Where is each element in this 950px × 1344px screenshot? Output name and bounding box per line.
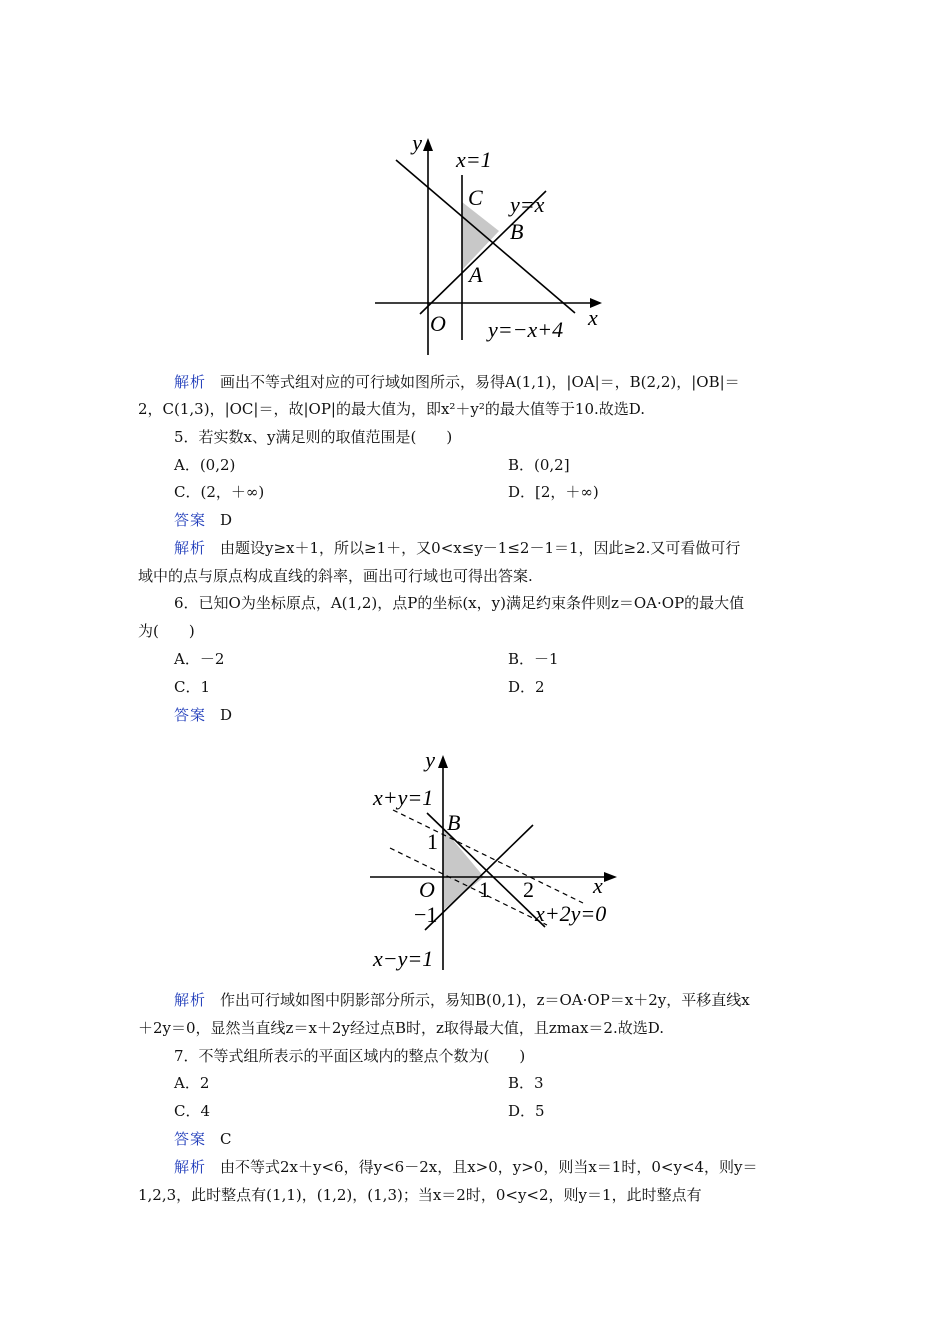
q5-analysis-line-1 xyxy=(174,538,740,558)
answer-value: D xyxy=(220,511,233,529)
q5-option-d: D．[2，＋∞) xyxy=(508,483,599,501)
q6-stem-line-1: 6．已知O为坐标原点，A(1,2)，点P的坐标(x，y)满足约束条件则z＝OA·OP的最大值 xyxy=(174,594,745,612)
q6-option-d: D．2 xyxy=(508,678,545,696)
analysis-tag: 解析 xyxy=(174,1158,207,1176)
q7-analysis-line-1 xyxy=(174,1157,758,1177)
answer-tag: 答案 xyxy=(174,1130,207,1148)
q6-answer xyxy=(174,705,232,725)
analysis-tag: 解析 xyxy=(174,373,207,391)
analysis-tag: 解析 xyxy=(174,539,207,557)
q5-option-c: C．(2，＋∞) xyxy=(174,483,265,501)
shaded-region xyxy=(462,202,499,270)
line-ynx4-label: y=−x+4 xyxy=(488,317,564,342)
figure-1-feasible-region xyxy=(360,120,620,365)
analysis-tag: 解析 xyxy=(174,991,207,1009)
q5-option-b: B．(0,2] xyxy=(508,456,570,474)
q6-option-c: C．1 xyxy=(174,678,211,696)
line-x2y0-label: x+2y=0 xyxy=(535,901,607,926)
origin-label: O xyxy=(430,311,446,336)
q4-analysis-line-1 xyxy=(174,372,740,392)
q5-stem: 5．若实数x、y满足则的取值范围是( ) xyxy=(174,428,453,446)
line-xy1-label: x+y=1 xyxy=(373,785,434,810)
tick-x-2: 2 xyxy=(523,877,534,902)
tick-y-1: 1 xyxy=(427,829,438,854)
q7-answer xyxy=(174,1129,232,1149)
analysis-text: 由不等式2x＋y<6，得y<6－2x，且x>0，y>0，则当x＝1时，0<y<4，则y＝ xyxy=(220,1158,758,1176)
q7-option-c: C．4 xyxy=(174,1102,211,1120)
line-yx-label: y=x xyxy=(510,192,545,217)
q6-analysis-line-1 xyxy=(174,990,750,1010)
q7-option-a: A．2 xyxy=(174,1074,210,1092)
x-axis-arrow xyxy=(604,872,617,882)
y-axis-arrow xyxy=(438,755,448,768)
point-a-label: A xyxy=(469,262,483,287)
analysis-text: 2，C(1,3)，|OC|＝，故|OP|的最大值为，即x²＋y²的最大值等于10.故选D. xyxy=(138,400,646,418)
point-b-label: B xyxy=(447,810,461,835)
shaded-region xyxy=(443,828,484,910)
y-axis-arrow xyxy=(423,138,433,151)
origin-label: O xyxy=(419,877,435,902)
q6-stem-line-2: 为( ) xyxy=(138,622,195,640)
answer-value: D xyxy=(220,706,233,724)
q6-option-b: B．－1 xyxy=(508,650,559,668)
q6-analysis-line-2: ＋2y＝0，显然当直线z＝x＋2y经过点B时，z取得最大值，且zmax＝2.故选D. xyxy=(138,1019,664,1037)
line-x1-label: x=1 xyxy=(456,147,492,172)
answer-tag: 答案 xyxy=(174,511,207,529)
x-axis-label: x xyxy=(588,305,598,330)
q7-option-d: D．5 xyxy=(508,1102,545,1120)
analysis-text: 画出不等式组对应的可行域如图所示，易得A(1,1)，|OA|＝，B(2,2)，|OB|＝ xyxy=(220,373,740,391)
tick-y-neg1: −1 xyxy=(414,902,438,927)
line-xmy1-label: x−y=1 xyxy=(373,946,434,971)
answer-tag: 答案 xyxy=(174,706,207,724)
q5-option-a: A．(0,2) xyxy=(174,456,236,474)
q4-analysis-line-2 xyxy=(138,399,645,419)
answer-value: C xyxy=(220,1130,232,1148)
y-axis-label: y xyxy=(425,747,435,772)
q7-analysis-line-2: 1,2,3，此时整点有(1,1)，(1,2)，(1,3)；当x＝2时，0<y<2，则y＝1，此时整点有 xyxy=(138,1186,702,1204)
tick-x-1: 1 xyxy=(479,877,490,902)
q7-stem: 7．不等式组所表示的平面区域内的整点个数为( ) xyxy=(174,1047,526,1065)
analysis-text: 作出可行域如图中阴影部分所示，易知B(0,1)，z＝OA·OP＝x＋2y，平移直线x xyxy=(220,991,750,1009)
q5-analysis-line-2: 域中的点与原点构成直线的斜率，画出可行域也可得出答案. xyxy=(138,567,533,585)
point-b-label: B xyxy=(510,219,524,244)
figure-2-feasible-region xyxy=(355,735,630,980)
point-c-label: C xyxy=(468,185,483,210)
q7-option-b: B．3 xyxy=(508,1074,544,1092)
q6-option-a: A．－2 xyxy=(174,650,225,668)
y-axis-label: y xyxy=(412,130,422,155)
analysis-text: 由题设y≥x＋1，所以≥1＋，又0<x≤y－1≤2－1＝1，因此≥2.又可看做可行 xyxy=(220,539,741,557)
x-axis-label: x xyxy=(593,873,603,898)
q5-answer xyxy=(174,510,232,530)
